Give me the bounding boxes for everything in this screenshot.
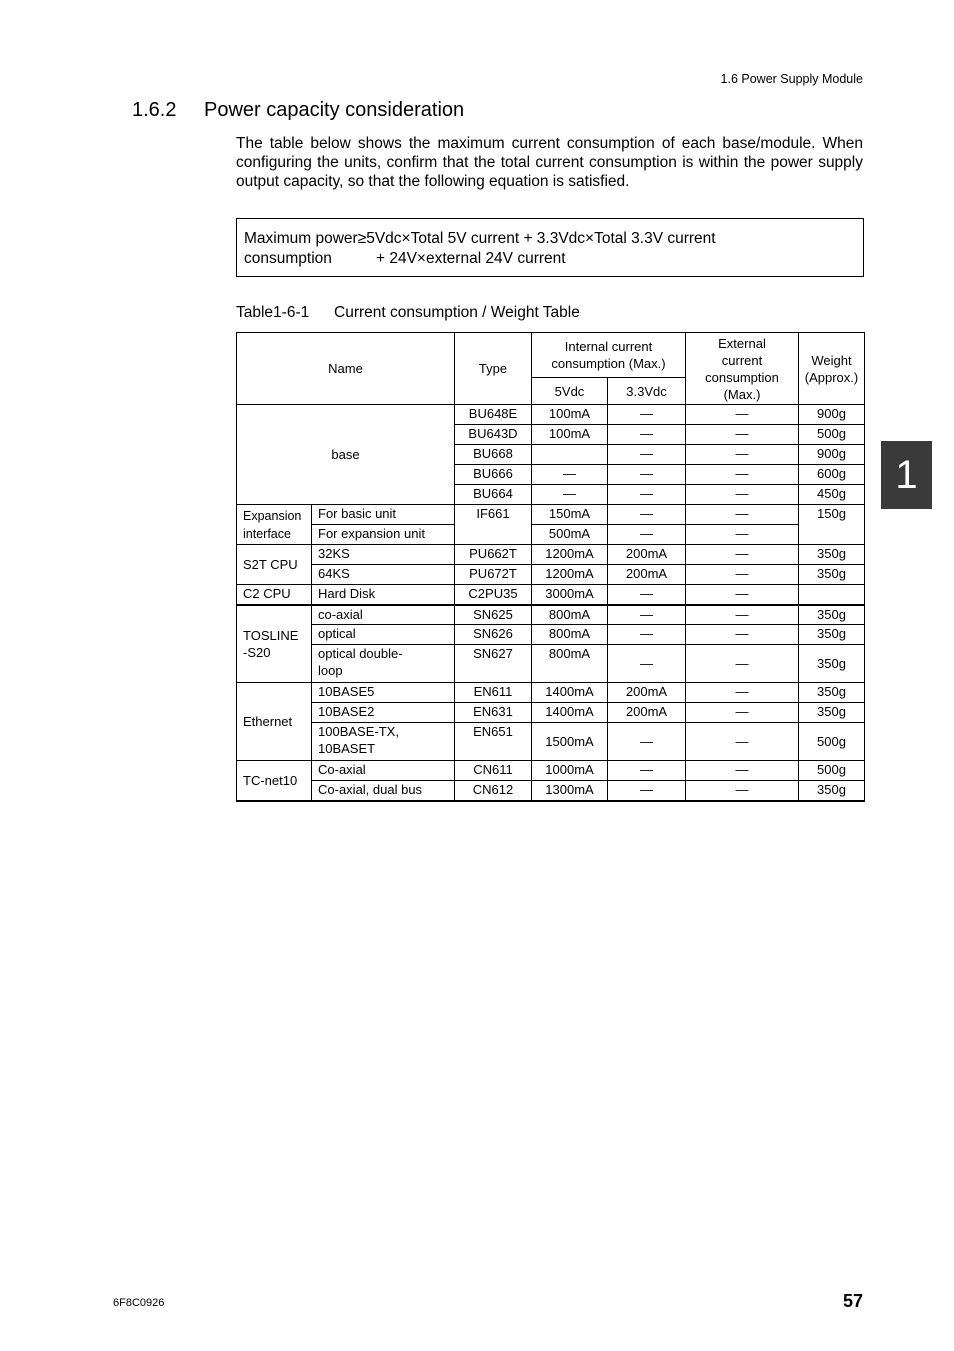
cell-3v3: — [608,445,686,465]
cell-ext: — [686,425,799,445]
cell-name: Co-axial [312,761,455,781]
cell-3v3: — [608,485,686,505]
cell-5v: 150mA [532,505,608,525]
group-tosline-line1: TOSLINE [243,627,299,643]
cell-5v: 1500mA [532,723,608,761]
cell-type: EN651 [455,723,532,761]
section-number: 1.6.2 [132,99,177,121]
cell-3v3: — [608,425,686,445]
cell-type: C2PU35 [455,585,532,605]
group-expansion-interface: Expansion interface [237,505,312,545]
cell-5v: 1000mA [532,761,608,781]
cell-weight: 600g [799,465,865,485]
group-c2-cpu: C2 CPU [237,585,312,605]
cell-5v: — [532,485,608,505]
equation-line-2 [244,249,863,269]
cell-weight: 350g [799,605,865,625]
cell-name: 64KS [312,565,455,585]
cell-ext: — [686,485,799,505]
cell-weight: 500g [799,761,865,781]
cell-ext: — [686,545,799,565]
group-tosline-s20 [237,605,312,683]
table-caption-id: Table1-6-1 [236,304,310,321]
cell-5v: 1300mA [532,781,608,801]
equation-box [236,218,864,277]
cell-name: 10BASE5 [312,683,455,703]
cell-weight: 350g [799,625,865,645]
cell-3v3: 200mA [608,565,686,585]
cell-type: BU648E [455,405,532,425]
cell-weight: 450g [799,485,865,505]
cell-ext: — [686,625,799,645]
cell-ext: — [686,525,799,545]
cell-5v: 100mA [532,425,608,445]
cell-5v: 800mA [532,645,608,683]
cell-3v3: — [608,781,686,801]
cell-weight: 350g [799,645,865,683]
cell-weight: 500g [799,723,865,761]
running-header: 1.6 Power Supply Module [720,72,863,86]
cell-weight: 350g [799,565,865,585]
cell-type: IF661 [455,505,532,545]
header-internal: Internal current consumption (Max.) [532,333,686,378]
cell-type: BU664 [455,485,532,505]
cell-3v3: — [608,625,686,645]
group-tosline-line2: -S20 [243,644,271,660]
cell-5v [532,445,608,465]
cell-3v3: — [608,723,686,761]
cell-name: Co-axial, dual bus [312,781,455,801]
cell-weight: 350g [799,703,865,723]
cell-weight: 350g [799,545,865,565]
equation-line-2-prefix: consumption [244,250,332,267]
page-number: 57 [842,1291,863,1311]
cell-5v: 1200mA [532,545,608,565]
cell-3v3: 200mA [608,545,686,565]
cell-ext: — [686,781,799,801]
cell-type: BU668 [455,445,532,465]
cell-name: 100BASE-TX, 10BASET [312,723,455,761]
cell-weight: 350g [799,683,865,703]
cell-5v: 1400mA [532,683,608,703]
cell-name: For basic unit [312,505,455,525]
cell-type: PU662T [455,545,532,565]
cell-type: CN611 [455,761,532,781]
cell-ext: — [686,405,799,425]
cell-5v: 100mA [532,405,608,425]
cell-weight: 350g [799,781,865,801]
cell-weight: 500g [799,425,865,445]
current-consumption-table [236,332,865,802]
table-row [237,405,865,425]
cell-ext: — [686,585,799,605]
header-type: Type [455,333,532,405]
table-row [237,505,865,525]
cell-ext: — [686,445,799,465]
equation-line-2-rest: + 24V×external 24V current [376,250,566,267]
cell-name: 32KS [312,545,455,565]
cell-name: co-axial [312,605,455,625]
cell-weight: 900g [799,445,865,465]
cell-3v3: 200mA [608,683,686,703]
cell-type: EN631 [455,703,532,723]
header-external: External current consumption (Max.) [686,333,799,405]
cell-3v3: — [608,405,686,425]
cell-5v: 1200mA [532,565,608,585]
section-title: Power capacity consideration [204,99,465,121]
table-row [237,545,865,565]
group-base: base [237,405,455,505]
group-tc-net10: TC-net10 [237,761,312,801]
cell-weight: 150g [799,505,865,545]
cell-5v: 1400mA [532,703,608,723]
table-row [237,703,865,723]
cell-ext: — [686,565,799,585]
header-name: Name [237,333,455,405]
cell-3v3: — [608,525,686,545]
cell-type: SN627 [455,645,532,683]
cell-5v: — [532,465,608,485]
cell-ext: — [686,703,799,723]
cell-ext: — [686,761,799,781]
cell-type: SN626 [455,625,532,645]
group-s2t-cpu: S2T CPU [237,545,312,585]
cell-3v3: — [608,585,686,605]
cell-3v3: 200mA [608,703,686,723]
table-row [237,683,865,703]
cell-3v3: — [608,645,686,683]
intro-paragraph: The table below shows the maximum current consumption of each base/module. When configuring the units, confirm that the total current consumption is within the power supply output capacity, so that the following equation is satisfied. [236,135,863,190]
cell-weight [799,585,865,605]
chapter-tab: 1 [881,441,932,509]
cell-type: BU643D [455,425,532,445]
header-weight: Weight (Approx.) [799,333,865,405]
cell-5v: 3000mA [532,585,608,605]
header-3-3vdc: 3.3Vdc [608,378,686,405]
section-heading [132,99,464,122]
cell-5v: 500mA [532,525,608,545]
table-header-row [237,333,865,378]
cell-ext: — [686,605,799,625]
table-row [237,625,865,645]
cell-5v: 800mA [532,605,608,625]
cell-ext: — [686,683,799,703]
cell-name: Hard Disk [312,585,455,605]
table-row [237,605,865,625]
cell-weight: 900g [799,405,865,425]
table-row [237,565,865,585]
table-caption-title: Current consumption / Weight Table [334,304,580,321]
cell-3v3: — [608,505,686,525]
cell-type: PU672T [455,565,532,585]
table-row [237,645,865,683]
table-row [237,761,865,781]
cell-type: CN612 [455,781,532,801]
cell-name: optical double-loop [312,645,455,683]
cell-ext: — [686,465,799,485]
cell-ext: — [686,645,799,683]
table-row [237,585,865,605]
cell-type: BU666 [455,465,532,485]
table-row [237,781,865,801]
cell-ext: — [686,723,799,761]
table-row [237,525,865,545]
cell-name: optical [312,625,455,645]
header-5vdc: 5Vdc [532,378,608,405]
cell-3v3: — [608,605,686,625]
table-row [237,723,865,761]
cell-5v: 800mA [532,625,608,645]
equation-line-1: Maximum power≥5Vdc×Total 5V current + 3.3Vdc×Total 3.3V current [244,230,716,247]
cell-name: 10BASE2 [312,703,455,723]
document-code: 6F8C0926 [113,1297,165,1309]
cell-ext: — [686,505,799,525]
table-caption [236,304,580,322]
cell-3v3: — [608,761,686,781]
group-ethernet: Ethernet [237,683,312,761]
cell-type: EN611 [455,683,532,703]
cell-3v3: — [608,465,686,485]
cell-name: For expansion unit [312,525,455,545]
cell-type: SN625 [455,605,532,625]
